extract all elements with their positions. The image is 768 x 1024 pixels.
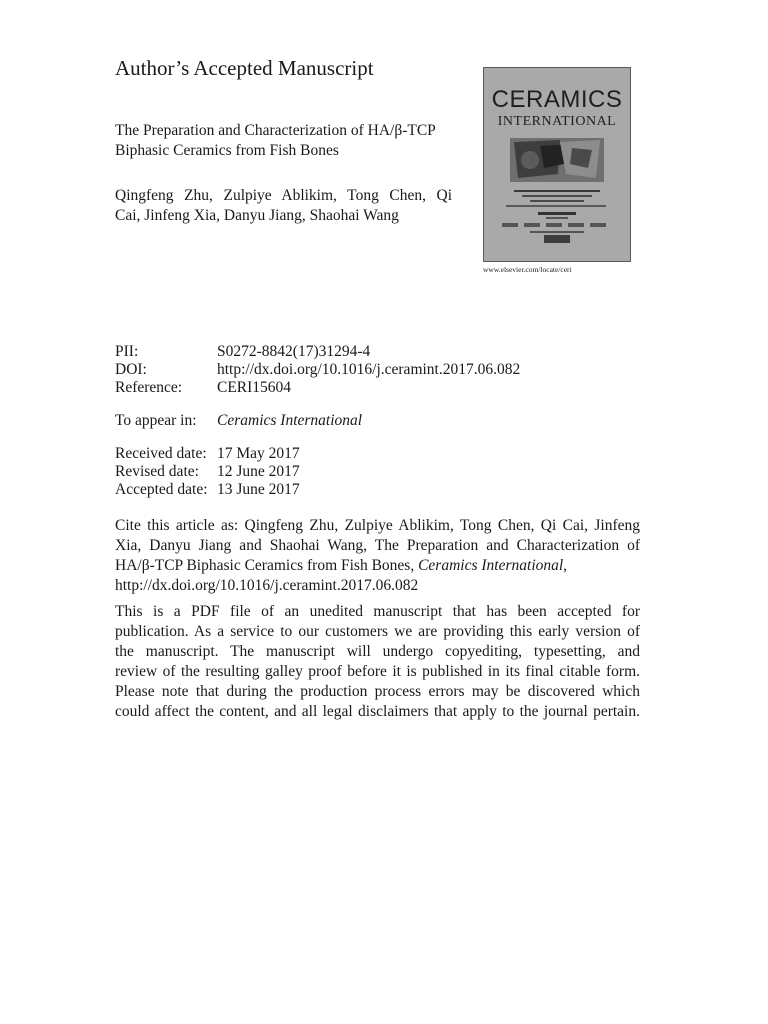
appear-in-row	[115, 412, 635, 432]
citation-line-1: Cite this article as: Qingfeng Zhu, Zulpiye Ablikim, Tong Chen, Qi Cai, Jinfeng	[115, 517, 640, 534]
author-list	[115, 186, 452, 226]
pii-label: PII:	[115, 343, 139, 360]
reference-row	[115, 379, 635, 399]
doi-row	[115, 361, 635, 381]
journal-cover-image	[483, 67, 631, 262]
disclaimer-line-3: the manuscript. The manuscript will undergo copyediting, typesetting, and	[115, 643, 640, 660]
article-title-line-2: Biphasic Ceramics from Fish Bones	[115, 142, 339, 159]
author-list-line-1: Qingfeng Zhu, Zulpiye Ablikim, Tong Chen, Qi	[115, 187, 452, 204]
received-value: 17 May 2017	[217, 445, 300, 462]
received-row	[115, 445, 635, 465]
accepted-row	[115, 481, 635, 501]
author-list-line-2: Cai, Jinfeng Xia, Danyu Jiang, Shaohai Wang	[115, 207, 399, 224]
article-title-line-1: The Preparation and Characterization of HA/β-TCP	[115, 122, 436, 139]
citation-line-2: Xia, Danyu Jiang and Shaohai Wang, The Preparation and Characterization of	[115, 537, 640, 554]
disclaimer-paragraph	[115, 602, 640, 722]
reference-value: CERI15604	[217, 379, 292, 396]
cover-artwork	[500, 134, 614, 244]
disclaimer-line-6: could affect the content, and all legal disclaimers that apply to the journal pertain.	[115, 703, 640, 720]
citation-journal: Ceramics International,	[418, 557, 568, 574]
pii-value: S0272-8842(17)31294-4	[217, 343, 371, 360]
citation-title-tail: HA/β-TCP Biphasic Ceramics from Fish Bones,	[115, 557, 415, 574]
cover-journal-title: CERAMICS	[491, 86, 623, 113]
received-label: Received date:	[115, 445, 207, 462]
disclaimer-line-4: review of the resulting galley proof before it is published in its final citable form.	[115, 663, 640, 680]
appear-in-journal: Ceramics International	[217, 412, 363, 429]
citation-line-3	[115, 556, 640, 576]
disclaimer-line-1: This is a PDF file of an unedited manuscript that has been accepted for	[115, 603, 640, 620]
citation-paragraph	[115, 516, 640, 596]
appear-in-label: To appear in:	[115, 412, 197, 429]
revised-row	[115, 463, 635, 483]
cover-journal-subtitle: INTERNATIONAL	[497, 114, 617, 129]
doi-link[interactable]: http://dx.doi.org/10.1016/j.ceramint.2017.06.082	[217, 361, 521, 378]
disclaimer-line-5: Please note that during the production process errors may be discovered which	[115, 683, 640, 700]
disclaimer-line-2: publication. As a service to our customers we are providing this early version of	[115, 623, 640, 640]
reference-label: Reference:	[115, 379, 183, 396]
citation-doi-link[interactable]: http://dx.doi.org/10.1016/j.ceramint.2017.06.082	[115, 577, 419, 594]
accepted-value: 13 June 2017	[217, 481, 300, 498]
cover-url: www.elsevier.com/locate/ceri	[483, 265, 572, 274]
article-title	[115, 121, 465, 161]
doi-label: DOI:	[115, 361, 147, 378]
revised-value: 12 June 2017	[217, 463, 300, 480]
accepted-label: Accepted date:	[115, 481, 208, 498]
revised-label: Revised date:	[115, 463, 199, 480]
pii-row	[115, 343, 635, 363]
manuscript-header: Author’s Accepted Manuscript	[115, 56, 374, 80]
